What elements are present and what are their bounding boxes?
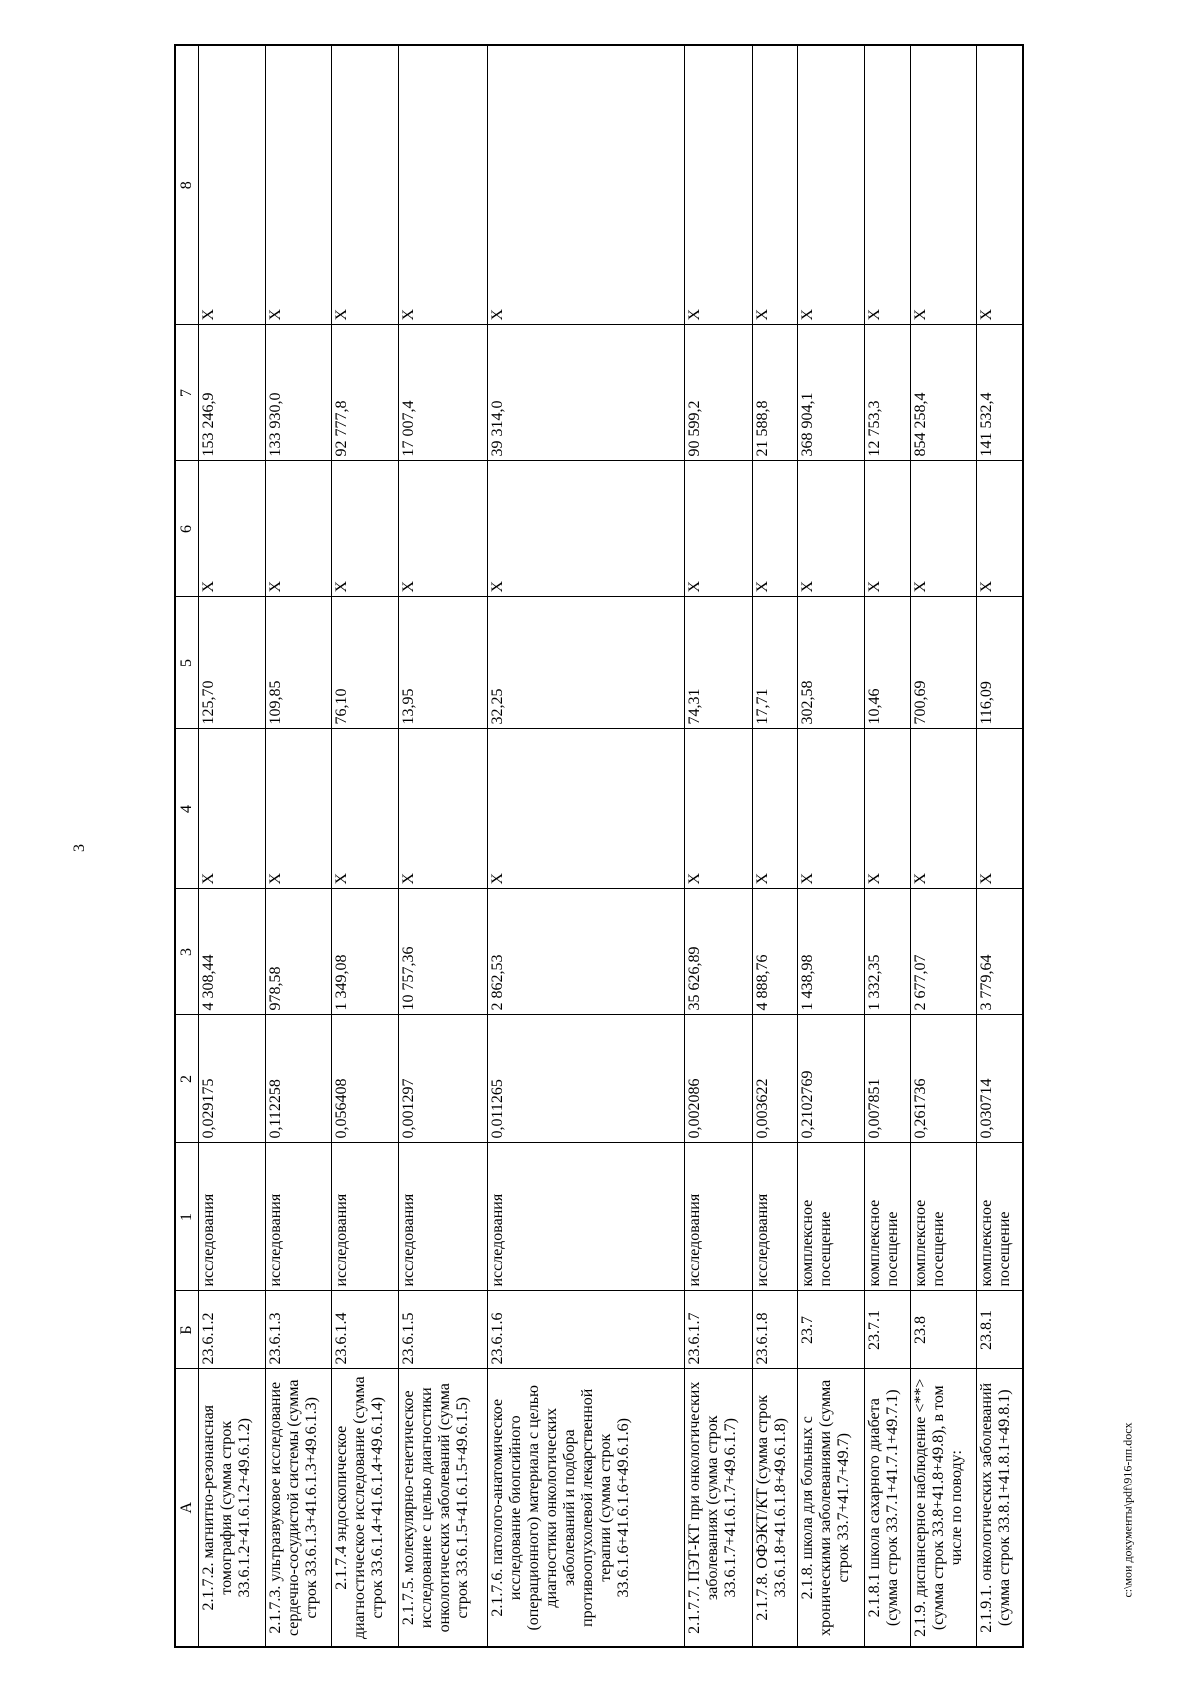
value-cell: Х (332, 729, 399, 889)
value-cell: Х (399, 729, 488, 889)
value-cell: 133 930,0 (265, 325, 332, 461)
unit-cell: исследования (684, 1143, 752, 1291)
value-cell: Х (488, 45, 685, 325)
column-header: А (175, 1369, 199, 1647)
value-cell: Х (864, 45, 910, 325)
value-cell: Х (488, 461, 685, 597)
row-name: 2.1.7.6. патолого-анатомическое исследование биопсийного (операционного) материала с целью диагностики онкологических заболеваний и подбора противоопухолевой лекарственной терапии (сумма строк 33.6.1.6+41.6.1.6+49.6.1.6) (488, 1369, 685, 1647)
value-cell: Х (910, 461, 977, 597)
value-cell: Х (684, 45, 752, 325)
value-cell: 17 007,4 (399, 325, 488, 461)
unit-cell: комплексное посещение (864, 1143, 910, 1291)
value-cell: Х (684, 729, 752, 889)
data-table (174, 44, 1024, 1648)
value-cell: Х (332, 45, 399, 325)
value-cell: Х (199, 461, 266, 597)
value-cell: 125,70 (199, 597, 266, 729)
column-header: 4 (175, 729, 199, 889)
value-cell: 39 314,0 (488, 325, 685, 461)
row-code: 23.6.1.7 (684, 1291, 752, 1369)
value-cell: 700,69 (910, 597, 977, 729)
value-cell: Х (332, 461, 399, 597)
value-cell: Х (752, 45, 798, 325)
value-cell: 4 888,76 (752, 889, 798, 1015)
row-code: 23.6.1.4 (332, 1291, 399, 1369)
value-cell: 0,056408 (332, 1015, 399, 1143)
row-code: 23.8 (910, 1291, 977, 1369)
table-row (684, 45, 752, 1647)
value-cell: Х (864, 729, 910, 889)
value-cell: 0,003622 (752, 1015, 798, 1143)
value-cell: Х (752, 461, 798, 597)
table-row (752, 45, 798, 1647)
rotated-table-wrapper (174, 46, 1024, 1648)
value-cell: 0,030714 (977, 1015, 1023, 1143)
value-cell: 153 246,9 (199, 325, 266, 461)
value-cell: Х (798, 461, 865, 597)
column-header: 6 (175, 461, 199, 597)
table-row (488, 45, 685, 1647)
value-cell: 10,46 (864, 597, 910, 729)
table-row (332, 45, 399, 1647)
value-cell: 3 779,64 (977, 889, 1023, 1015)
row-code: 23.6.1.2 (199, 1291, 266, 1369)
column-header: 3 (175, 889, 199, 1015)
page-number: 3 (71, 844, 88, 852)
value-cell: Х (977, 461, 1023, 597)
table-row (265, 45, 332, 1647)
row-name: 2.1.7.4 эндоскопическое диагностическое исследование (сумма строк 33.6.1.4+41.6.1.4+49.6.1.4) (332, 1369, 399, 1647)
row-name: 2.1.7.8. ОФЭКТ/КТ (сумма строк 33.6.1.8+41.6.1.8+49.6.1.8) (752, 1369, 798, 1647)
value-cell: 76,10 (332, 597, 399, 729)
row-code: 23.6.1.5 (399, 1291, 488, 1369)
column-header: 1 (175, 1143, 199, 1291)
value-cell: 0,007851 (864, 1015, 910, 1143)
value-cell: Х (265, 729, 332, 889)
value-cell: 0,2102769 (798, 1015, 865, 1143)
table-row (798, 45, 865, 1647)
value-cell: 1 438,98 (798, 889, 865, 1015)
value-cell: Х (910, 729, 977, 889)
value-cell: 141 532,4 (977, 325, 1023, 461)
value-cell: 2 677,07 (910, 889, 977, 1015)
value-cell: 368 904,1 (798, 325, 865, 461)
row-code: 23.6.1.8 (752, 1291, 798, 1369)
table-row (977, 45, 1023, 1647)
value-cell: 21 588,8 (752, 325, 798, 461)
row-name: 2.1.7.3. ультразвуковое исследование сердечно-сосудистой системы (сумма строк 33.6.1.3+41.6.1.3+49.6.1.3) (265, 1369, 332, 1647)
row-code: 23.7.1 (864, 1291, 910, 1369)
value-cell: Х (399, 45, 488, 325)
value-cell: 0,002086 (684, 1015, 752, 1143)
value-cell: Х (399, 461, 488, 597)
value-cell: Х (864, 461, 910, 597)
value-cell: 35 626,89 (684, 889, 752, 1015)
value-cell: 32,25 (488, 597, 685, 729)
value-cell: 4 308,44 (199, 889, 266, 1015)
row-name: 2.1.7.7. ПЭТ-КТ при онкологических заболеваниях (сумма строк 33.6.1.7+41.6.1.7+49.6.1.7) (684, 1369, 752, 1647)
value-cell: 12 753,3 (864, 325, 910, 461)
column-header: 8 (175, 45, 199, 325)
row-code: 23.8.1 (977, 1291, 1023, 1369)
footer-file-path: c:\мои документы\pdf\916-пп.docx (1120, 1422, 1135, 1598)
row-name: 2.1.9.1. онкологических заболеваний (сумма строк 33.8.1+41.8.1+49.8.1) (977, 1369, 1023, 1647)
value-cell: Х (265, 461, 332, 597)
value-cell: 1 332,35 (864, 889, 910, 1015)
row-name: 2.1.8.1 школа сахарного диабета (сумма строк 33.7.1+41.7.1+49.7.1) (864, 1369, 910, 1647)
table-header-row (175, 45, 199, 1647)
value-cell: 1 349,08 (332, 889, 399, 1015)
value-cell: 0,261736 (910, 1015, 977, 1143)
value-cell: 0,112258 (265, 1015, 332, 1143)
value-cell: 90 599,2 (684, 325, 752, 461)
value-cell: 74,31 (684, 597, 752, 729)
value-cell: 978,58 (265, 889, 332, 1015)
value-cell: Х (798, 45, 865, 325)
unit-cell: исследования (199, 1143, 266, 1291)
value-cell: 2 862,53 (488, 889, 685, 1015)
value-cell: Х (684, 461, 752, 597)
value-cell: Х (977, 45, 1023, 325)
value-cell: 109,85 (265, 597, 332, 729)
value-cell: 0,029175 (199, 1015, 266, 1143)
value-cell: 13,95 (399, 597, 488, 729)
table-row (910, 45, 977, 1647)
row-name: 2.1.8. школа для больных с хроническими заболеваниями (сумма строк 33.7+41.7+49.7) (798, 1369, 865, 1647)
value-cell: Х (977, 729, 1023, 889)
unit-cell: комплексное посещение (910, 1143, 977, 1291)
value-cell: Х (752, 729, 798, 889)
value-cell: Х (265, 45, 332, 325)
row-name: 2.1.7.5. молекулярно-генетическое исследование с целью диагностики онкологических заболеваний (сумма строк 33.6.1.5+41.6.1.5+49.6.1.5) (399, 1369, 488, 1647)
column-header: 7 (175, 325, 199, 461)
row-name: 2.1.7.2. магнитно-резонансная томография (сумма строк 33.6.1.2+41.6.1.2+49.6.1.2) (199, 1369, 266, 1647)
column-header: 2 (175, 1015, 199, 1143)
row-code: 23.7 (798, 1291, 865, 1369)
unit-cell: комплексное посещение (977, 1143, 1023, 1291)
unit-cell: исследования (752, 1143, 798, 1291)
value-cell: 10 757,36 (399, 889, 488, 1015)
unit-cell: исследования (265, 1143, 332, 1291)
column-header: 5 (175, 597, 199, 729)
table-row (864, 45, 910, 1647)
table-row (199, 45, 266, 1647)
value-cell: 17,71 (752, 597, 798, 729)
value-cell: 0,011265 (488, 1015, 685, 1143)
unit-cell: исследования (332, 1143, 399, 1291)
row-code: 23.6.1.3 (265, 1291, 332, 1369)
unit-cell: исследования (488, 1143, 685, 1291)
value-cell: 0,001297 (399, 1015, 488, 1143)
unit-cell: комплексное посещение (798, 1143, 865, 1291)
unit-cell: исследования (399, 1143, 488, 1291)
value-cell: 92 777,8 (332, 325, 399, 461)
value-cell: 854 258,4 (910, 325, 977, 461)
value-cell: 116,09 (977, 597, 1023, 729)
column-header: Б (175, 1291, 199, 1369)
value-cell: Х (910, 45, 977, 325)
row-name: 2.1.9. диспансерное наблюдение <**> (сумма строк 33.8+41.8+49.8), в том числе по поводу: (910, 1369, 977, 1647)
value-cell: Х (798, 729, 865, 889)
value-cell: Х (199, 729, 266, 889)
value-cell: Х (199, 45, 266, 325)
table-row (399, 45, 488, 1647)
value-cell: Х (488, 729, 685, 889)
row-code: 23.6.1.6 (488, 1291, 685, 1369)
value-cell: 302,58 (798, 597, 865, 729)
